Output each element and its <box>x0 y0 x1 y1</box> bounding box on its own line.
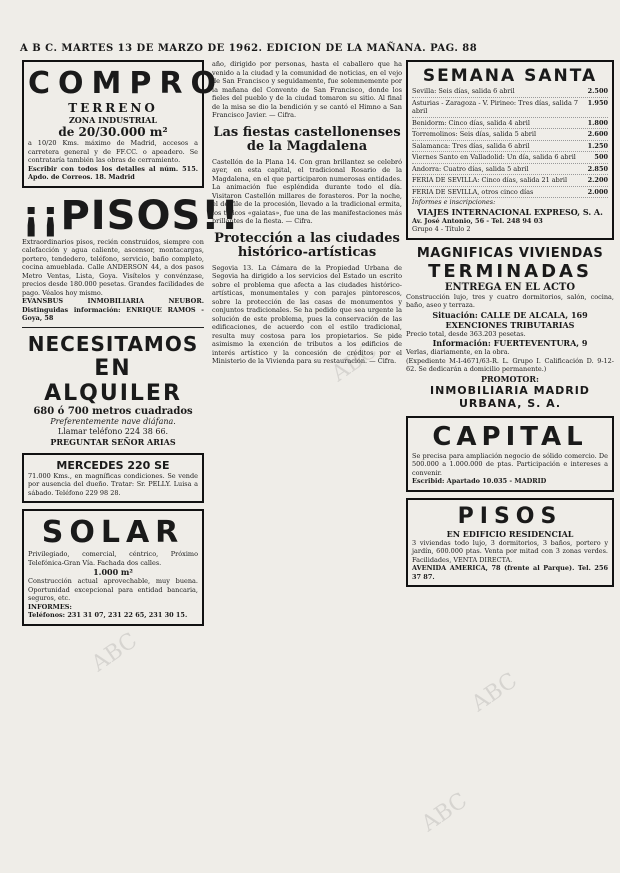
ad-semana-santa <box>406 60 614 240</box>
ad-solar-phones: Teléfonos: 231 31 07, 231 22 65, 231 30 15. <box>28 611 188 619</box>
ad-viviendas-body: Construcción lujo, tres y cuatro dormitorios, salón, cocina, baño, aseo y terraza. <box>406 292 614 309</box>
ad-viviendas-title2: TERMINADAS <box>428 260 592 282</box>
ad-semana-santa-group: Grupo 4 - Título 2 <box>412 225 471 233</box>
ad-compro-title: COMPRO <box>28 66 224 101</box>
ad-capital-contact: Escribid: Apartado 10.035 - MADRID <box>412 477 547 485</box>
trip-label: Viernes Santo en Valladolid: Un día, salida 6 abril <box>412 153 576 161</box>
ad-capital-body: Se precisa para ampliación negocio de sólido comercio. De 500.000 a 1.000.000 de ptas. Participación e intereses a convenir. <box>412 451 608 477</box>
article-body-2: Segovia 13. La Cámara de la Propiedad Urbana de Segovia ha dirigido a los servicios del Estado un escrito sobre el problema que afecta a las ciudades histórico-artísticas, monumentales y con parajes pintorescos, sobre la protección de las casas de monumentos y conjuntos tradicionales. Se ha pedido que sea urgente la solución de este problema, pues la conservación de las edificaciones, de acuerdo con el estilo tradicional, resulta muy costosa para los propietarios. Se pide asimismo la exención de tributos a los edificios de interés artístico y la concesión de créditos por el Ministerio de la Vivienda para su restauración. — Cifra. <box>212 263 402 365</box>
ad-necesitamos-ask: PREGUNTAR SEÑOR ARIAS <box>50 436 176 447</box>
trip-price: 1.250 <box>587 141 608 150</box>
ad-viviendas-deliver: ENTREGA EN EL ACTO <box>444 281 576 293</box>
trip-price: 1.950 <box>587 98 608 107</box>
ad-viviendas-exempt: EXENCIONES TRIBUTARIAS <box>445 319 575 330</box>
article-headline-1: Las fiestas castellonenses de la Magdalena <box>213 124 401 154</box>
right-column <box>406 60 614 865</box>
ad-necesitamos-line2: EN ALQUILER <box>44 355 182 406</box>
ad-compro-body: a 10/20 Kms. máximo de Madrid, accesos a carretera general y de FF.CC. o apeadero. Se contrataría también las obras de cerramiento. <box>28 139 198 164</box>
ad-compro <box>22 60 224 188</box>
trip-label: Torremolinos: Seis días, salida 5 abril <box>412 130 537 138</box>
ad-viviendas-promotor: PROMOTOR: <box>481 373 539 384</box>
article-headline-2: Protección a las ciudades histórico-artísticas <box>214 230 400 260</box>
ad-solar-informes: INFORMES: <box>28 602 72 611</box>
ad-solar-extra: Construcción actual aprovechable, muy buena. Oportunidad excepcional para entidad bancaria, seguros, etc. <box>28 577 198 602</box>
trip-label: FERIA DE SEVILLA, otros cinco días <box>412 187 534 196</box>
divider <box>22 327 204 328</box>
middle-column <box>212 60 402 865</box>
ad-viviendas-location: Situación: CALLE DE ALCALA, 169 <box>432 309 588 320</box>
trip-row <box>412 129 608 141</box>
ad-semana-santa-agency: VIAJES INTERNACIONAL EXPRESO, S. A. <box>417 206 603 217</box>
ad-viviendas <box>406 246 614 410</box>
ad-mercedes-title: MERCEDES 220 SE <box>56 458 170 472</box>
ad-viviendas-title1: MAGNIFICAS VIVIENDAS <box>416 245 604 261</box>
ad-necesitamos-size: 680 ó 700 metros cuadrados <box>33 405 193 417</box>
ad-mercedes-body: 71.000 Kms., en magníficas condiciones. Se vende por ausencia del dueño. Tratar: Sr. PELLY. Luisa a sábado. Teléfono 229 98 28. <box>28 471 198 497</box>
ad-viviendas-info: Información: FUERTEVENTURA, 9 <box>432 338 588 348</box>
ad-pisos-residencial-address: AVENIDA AMERICA, 78 (frente al Parque). Tel. 256 37 87. <box>412 564 608 581</box>
trip-price: 1.800 <box>587 118 608 127</box>
trip-list <box>412 86 608 198</box>
trip-row <box>412 86 608 98</box>
trip-label: Andorra: Cuatro días, salida 5 abril <box>412 164 529 173</box>
trip-label: Asturias - Zaragoza - V. Pirineo: Tres días, salida 7 abril <box>412 98 579 115</box>
ad-compro-zone: ZONA INDUSTRIAL <box>68 115 158 125</box>
ad-compro-size: de 20/30.000 m² <box>58 125 168 139</box>
ad-mercedes <box>22 453 204 504</box>
ad-pisos-residencial <box>406 498 614 588</box>
ad-necesitamos <box>22 332 204 447</box>
trip-row <box>412 141 608 153</box>
ad-capital-title: CAPITAL <box>432 421 588 452</box>
ad-necesitamos-line1: NECESITAMOS <box>27 331 199 356</box>
ad-compro-subtitle: TERRENO <box>68 101 158 115</box>
trip-row <box>412 152 608 164</box>
trip-row <box>412 98 608 118</box>
ad-pisos-residencial-subtitle: EN EDIFICIO RESIDENCIAL <box>446 528 574 539</box>
ad-semana-santa-info: Informes e inscripciones: <box>412 198 496 206</box>
trip-label: Sevilla: Seis días, salida 6 abril <box>412 87 515 95</box>
trip-price: 2.850 <box>587 164 608 173</box>
ad-necesitamos-pref: Preferentemente nave diáfana. <box>50 416 176 426</box>
ad-solar-title: SOLAR <box>41 515 185 550</box>
trip-label: Benidorm: Cinco días, salida 4 abril <box>412 118 530 127</box>
trip-row <box>412 164 608 176</box>
ad-solar-body: Privilegiado, comercial, céntrico, Próximo Telefónica-Gran Vía. Fachada dos calles. <box>28 550 198 567</box>
trip-price: 2.000 <box>587 187 608 196</box>
ad-semana-santa-title: SEMANA SANTA <box>422 66 598 86</box>
ad-pisos-title: ¡¡PISOS!! <box>22 192 240 239</box>
watermark: ABC <box>327 338 383 387</box>
watermark: ABC <box>87 628 143 677</box>
trip-row <box>412 175 608 187</box>
ad-viviendas-company: INMOBILIARIA MADRID URBANA, S. A. <box>430 383 590 410</box>
article-body-1: Castellón de la Plana 14. Con gran brillantez se celebró ayer, en esta capital, el tradicional Rosario de la Magdalena, en el que participaron numerosas entidades. La animación fue espléndida durante todo el día. Visitaron Castellón millares de forasteros. Por la noche, el desfile de la procesión, llevado a la tradicional ermita, los típicos «gaiatas», fue una de las manifestaciones más brillantes de la fiesta. — Cifra. <box>212 157 402 225</box>
ad-pisos <box>22 192 240 323</box>
ad-necesitamos-phone: Llamar teléfono 224 38 66. <box>57 426 169 436</box>
ad-pisos-residencial-body: 3 viviendas todo lujo, 3 dormitorios, 3 baños, portero y jardín, 600.000 ptas. Venta por mitad con 3 zonas verdes. Facilidades, VENTA DIRECTA. <box>412 538 608 564</box>
trip-price: 500 <box>594 153 608 161</box>
watermark: ABC <box>467 668 523 717</box>
watermark: ABC <box>417 788 473 837</box>
ad-compro-contact: Escribir con todos los detalles al núm. 515. Apdo. de Correos. 18. Madrid <box>28 164 198 181</box>
trip-label: Salamanca: Tres días, salida 6 abril <box>412 141 530 150</box>
ad-viviendas-price: Precio total, desde 363.203 pesetas. <box>406 329 526 338</box>
ad-pisos-body: Extraordinarios pisos, recién construidos, siempre con calefacción y agua caliente, ascensor, montacargas, portero, tendedero, teléfono, servicio, baño completo, cocina amueblada. Calle ANDERSON 44, a dos pasos Metro Ventas, Lista, Goya. Visítelos y convénzase, precios desde 180.000 pesetas. Grandes facilidades de pago. Véalos hoy mismo. <box>22 237 204 297</box>
trip-row <box>412 187 608 199</box>
left-column <box>22 60 240 865</box>
ad-pisos-contact: EVANSBUS INMOBILIARIA NEUBOR. Distinguidas información: ENRIQUE RAMOS - Goya, 58 <box>22 297 204 322</box>
trip-price: 2.500 <box>587 87 608 95</box>
trip-label: FERIA DE SEVILLA: Cinco días, salida 21 abril <box>412 176 568 184</box>
trip-price: 2.600 <box>587 130 608 138</box>
trip-price: 2.200 <box>587 176 608 184</box>
ad-semana-santa-address: Av. José Antonio, 56 - Tel. 248 94 03 <box>412 216 543 225</box>
ad-capital <box>406 416 614 492</box>
ad-pisos-residencial-title: PISOS <box>457 503 563 529</box>
ad-solar <box>22 509 204 626</box>
ad-viviendas-exp: (Expediente M-I-4671/63-R. L. Grupo I. Calificación D. 9-12-62. Se dedicarán a domicilio permanente.) <box>406 356 614 373</box>
page-header: A B C. MARTES 13 DE MARZO DE 1962. EDICION DE LA MAÑANA. PAG. 88 <box>20 43 478 54</box>
ad-viviendas-visit: Verlas, diariamente, en la obra. <box>406 348 510 356</box>
article-intro: año, dirigido por personas, hasta el caballero que ha venido a la ciudad y la comunidad de noticias, en el vejo de San Francisco y seguidamente, fue solemnemente por la mañana del Convento de San Francisco, donde los fieles del pueblo y de la ciudad tomaron su sitio. Al final de la misa se dio la bendición y se cantó el Himno a San Francisco Javier. — Cifra. <box>212 60 402 119</box>
ad-solar-size: 1.000 m² <box>93 567 133 577</box>
trip-row <box>412 118 608 130</box>
